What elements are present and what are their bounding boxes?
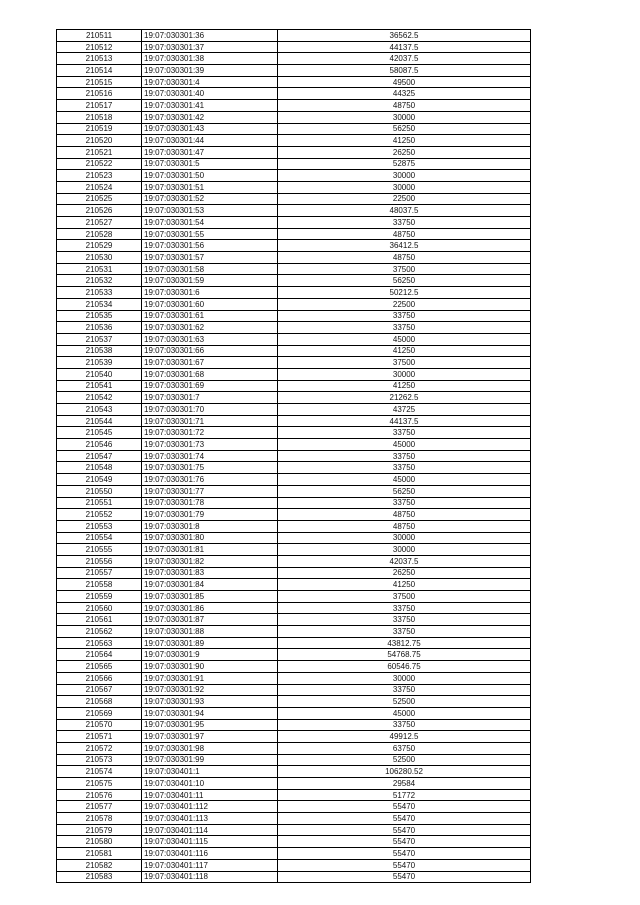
cadastral-number-cell: 19:07:030301:76 <box>142 474 278 486</box>
value-cell: 44137.5 <box>278 41 531 53</box>
row-number-cell: 210551 <box>57 497 142 509</box>
table-row <box>57 859 531 871</box>
table-row <box>57 380 531 392</box>
cadastral-number-cell: 19:07:030401:117 <box>142 859 278 871</box>
value-cell: 33750 <box>278 719 531 731</box>
value-cell: 30000 <box>278 170 531 182</box>
value-cell: 42037.5 <box>278 555 531 567</box>
value-cell: 55470 <box>278 836 531 848</box>
cadastral-number-cell: 19:07:030401:1 <box>142 766 278 778</box>
cadastral-number-cell: 19:07:030301:82 <box>142 555 278 567</box>
table-row <box>57 170 531 182</box>
cadastral-number-cell: 19:07:030301:91 <box>142 672 278 684</box>
table-row <box>57 41 531 53</box>
cadastral-number-cell: 19:07:030401:118 <box>142 871 278 883</box>
cadastral-number-cell: 19:07:030301:58 <box>142 263 278 275</box>
value-cell: 55470 <box>278 813 531 825</box>
value-cell: 33750 <box>278 462 531 474</box>
row-number-cell: 210533 <box>57 287 142 299</box>
cadastral-number-cell: 19:07:030301:50 <box>142 170 278 182</box>
table-row <box>57 146 531 158</box>
row-number-cell: 210538 <box>57 345 142 357</box>
table-row <box>57 123 531 135</box>
cadastral-number-cell: 19:07:030301:55 <box>142 228 278 240</box>
table-row <box>57 661 531 673</box>
table-row <box>57 439 531 451</box>
row-number-cell: 210559 <box>57 591 142 603</box>
cadastral-number-cell: 19:07:030301:75 <box>142 462 278 474</box>
cadastral-number-cell: 19:07:030301:67 <box>142 357 278 369</box>
table-row <box>57 392 531 404</box>
value-cell: 36562.5 <box>278 30 531 42</box>
table-row <box>57 415 531 427</box>
value-cell: 33750 <box>278 427 531 439</box>
row-number-cell: 210557 <box>57 567 142 579</box>
row-number-cell: 210515 <box>57 76 142 88</box>
value-cell: 30000 <box>278 544 531 556</box>
cadastral-number-cell: 19:07:030301:66 <box>142 345 278 357</box>
row-number-cell: 210540 <box>57 368 142 380</box>
cadastral-number-cell: 19:07:030301:81 <box>142 544 278 556</box>
cadastral-number-cell: 19:07:030301:41 <box>142 100 278 112</box>
table-row <box>57 205 531 217</box>
value-cell: 63750 <box>278 742 531 754</box>
table-row <box>57 766 531 778</box>
cadastral-number-cell: 19:07:030301:57 <box>142 252 278 264</box>
row-number-cell: 210544 <box>57 415 142 427</box>
row-number-cell: 210583 <box>57 871 142 883</box>
table-row <box>57 287 531 299</box>
table-row <box>57 474 531 486</box>
cadastral-number-cell: 19:07:030301:43 <box>142 123 278 135</box>
cadastral-number-cell: 19:07:030301:72 <box>142 427 278 439</box>
value-cell: 52500 <box>278 696 531 708</box>
value-cell: 56250 <box>278 123 531 135</box>
row-number-cell: 210576 <box>57 789 142 801</box>
cadastral-number-cell: 19:07:030301:79 <box>142 509 278 521</box>
cadastral-number-cell: 19:07:030301:62 <box>142 322 278 334</box>
cadastral-number-cell: 19:07:030301:54 <box>142 217 278 229</box>
table-row <box>57 684 531 696</box>
table-row <box>57 707 531 719</box>
table-row <box>57 181 531 193</box>
row-number-cell: 210581 <box>57 848 142 860</box>
cadastral-number-cell: 19:07:030401:115 <box>142 836 278 848</box>
value-cell: 48037.5 <box>278 205 531 217</box>
value-cell: 52875 <box>278 158 531 170</box>
table-row <box>57 824 531 836</box>
row-number-cell: 210560 <box>57 602 142 614</box>
cadastral-number-cell: 19:07:030301:9 <box>142 649 278 661</box>
row-number-cell: 210553 <box>57 520 142 532</box>
row-number-cell: 210546 <box>57 439 142 451</box>
row-number-cell: 210563 <box>57 637 142 649</box>
table-row <box>57 240 531 252</box>
table-row <box>57 450 531 462</box>
row-number-cell: 210564 <box>57 649 142 661</box>
row-number-cell: 210542 <box>57 392 142 404</box>
row-number-cell: 210541 <box>57 380 142 392</box>
cadastral-number-cell: 19:07:030301:78 <box>142 497 278 509</box>
value-cell: 55470 <box>278 871 531 883</box>
table-row <box>57 836 531 848</box>
row-number-cell: 210524 <box>57 181 142 193</box>
row-number-cell: 210527 <box>57 217 142 229</box>
table-row <box>57 532 531 544</box>
value-cell: 44137.5 <box>278 415 531 427</box>
row-number-cell: 210531 <box>57 263 142 275</box>
cadastral-number-cell: 19:07:030301:4 <box>142 76 278 88</box>
table-row <box>57 591 531 603</box>
row-number-cell: 210580 <box>57 836 142 848</box>
row-number-cell: 210539 <box>57 357 142 369</box>
table-row <box>57 357 531 369</box>
table-row <box>57 158 531 170</box>
table-row <box>57 30 531 42</box>
value-cell: 33750 <box>278 626 531 638</box>
value-cell: 50212.5 <box>278 287 531 299</box>
value-cell: 37500 <box>278 263 531 275</box>
cadastral-number-cell: 19:07:030301:47 <box>142 146 278 158</box>
value-cell: 43812.75 <box>278 637 531 649</box>
cadastral-number-cell: 19:07:030301:42 <box>142 111 278 123</box>
row-number-cell: 210547 <box>57 450 142 462</box>
row-number-cell: 210562 <box>57 626 142 638</box>
row-number-cell: 210530 <box>57 252 142 264</box>
value-cell: 41250 <box>278 380 531 392</box>
cadastral-number-cell: 19:07:030301:5 <box>142 158 278 170</box>
table-row <box>57 368 531 380</box>
cadastral-number-cell: 19:07:030301:97 <box>142 731 278 743</box>
table-row <box>57 88 531 100</box>
row-number-cell: 210552 <box>57 509 142 521</box>
table-row <box>57 462 531 474</box>
table-row <box>57 520 531 532</box>
value-cell: 33750 <box>278 614 531 626</box>
value-cell: 30000 <box>278 181 531 193</box>
value-cell: 22500 <box>278 298 531 310</box>
row-number-cell: 210514 <box>57 65 142 77</box>
table-row <box>57 275 531 287</box>
cadastral-number-cell: 19:07:030301:52 <box>142 193 278 205</box>
value-cell: 49500 <box>278 76 531 88</box>
cadastral-number-cell: 19:07:030401:112 <box>142 801 278 813</box>
table-row <box>57 754 531 766</box>
value-cell: 33750 <box>278 322 531 334</box>
row-number-cell: 210577 <box>57 801 142 813</box>
value-cell: 37500 <box>278 357 531 369</box>
table-row <box>57 555 531 567</box>
table-row <box>57 497 531 509</box>
table-row <box>57 602 531 614</box>
table-row <box>57 252 531 264</box>
cadastral-number-cell: 19:07:030301:87 <box>142 614 278 626</box>
table-row <box>57 813 531 825</box>
value-cell: 21262.5 <box>278 392 531 404</box>
cadastral-number-cell: 19:07:030301:77 <box>142 485 278 497</box>
cadastral-number-cell: 19:07:030301:60 <box>142 298 278 310</box>
row-number-cell: 210516 <box>57 88 142 100</box>
row-number-cell: 210522 <box>57 158 142 170</box>
cadastral-number-cell: 19:07:030301:80 <box>142 532 278 544</box>
value-cell: 30000 <box>278 111 531 123</box>
table-row <box>57 310 531 322</box>
row-number-cell: 210528 <box>57 228 142 240</box>
cadastral-number-cell: 19:07:030301:6 <box>142 287 278 299</box>
row-number-cell: 210519 <box>57 123 142 135</box>
value-cell: 30000 <box>278 368 531 380</box>
cadastral-number-cell: 19:07:030301:95 <box>142 719 278 731</box>
value-cell: 33750 <box>278 310 531 322</box>
cadastral-number-cell: 19:07:030301:93 <box>142 696 278 708</box>
value-cell: 55470 <box>278 859 531 871</box>
table-row <box>57 298 531 310</box>
row-number-cell: 210529 <box>57 240 142 252</box>
row-number-cell: 210554 <box>57 532 142 544</box>
cadastral-number-cell: 19:07:030401:11 <box>142 789 278 801</box>
value-cell: 60546.75 <box>278 661 531 673</box>
value-cell: 49912.5 <box>278 731 531 743</box>
cadastral-number-cell: 19:07:030301:85 <box>142 591 278 603</box>
row-number-cell: 210532 <box>57 275 142 287</box>
table-row <box>57 65 531 77</box>
value-cell: 56250 <box>278 485 531 497</box>
cadastral-number-cell: 19:07:030301:51 <box>142 181 278 193</box>
table-row <box>57 111 531 123</box>
cadastral-number-cell: 19:07:030401:114 <box>142 824 278 836</box>
table-row <box>57 217 531 229</box>
row-number-cell: 210512 <box>57 41 142 53</box>
value-cell: 48750 <box>278 228 531 240</box>
cadastral-number-cell: 19:07:030301:71 <box>142 415 278 427</box>
cadastral-number-cell: 19:07:030301:44 <box>142 135 278 147</box>
row-number-cell: 210575 <box>57 778 142 790</box>
cadastral-number-cell: 19:07:030301:8 <box>142 520 278 532</box>
table-row <box>57 626 531 638</box>
table-row <box>57 579 531 591</box>
row-number-cell: 210513 <box>57 53 142 65</box>
row-number-cell: 210526 <box>57 205 142 217</box>
table-row <box>57 614 531 626</box>
table-row <box>57 637 531 649</box>
cadastral-number-cell: 19:07:030301:83 <box>142 567 278 579</box>
value-cell: 48750 <box>278 509 531 521</box>
cadastral-number-cell: 19:07:030301:92 <box>142 684 278 696</box>
table-row <box>57 76 531 88</box>
row-number-cell: 210571 <box>57 731 142 743</box>
table-row <box>57 135 531 147</box>
row-number-cell: 210561 <box>57 614 142 626</box>
row-number-cell: 210567 <box>57 684 142 696</box>
table-row <box>57 345 531 357</box>
table-body <box>57 30 531 883</box>
cadastral-number-cell: 19:07:030301:94 <box>142 707 278 719</box>
value-cell: 45000 <box>278 474 531 486</box>
row-number-cell: 210543 <box>57 404 142 416</box>
row-number-cell: 210569 <box>57 707 142 719</box>
table-row <box>57 778 531 790</box>
value-cell: 41250 <box>278 135 531 147</box>
row-number-cell: 210521 <box>57 146 142 158</box>
row-number-cell: 210568 <box>57 696 142 708</box>
value-cell: 26250 <box>278 567 531 579</box>
row-number-cell: 210573 <box>57 754 142 766</box>
table-row <box>57 742 531 754</box>
table-row <box>57 649 531 661</box>
value-cell: 55470 <box>278 848 531 860</box>
table-row <box>57 731 531 743</box>
row-number-cell: 210572 <box>57 742 142 754</box>
value-cell: 48750 <box>278 252 531 264</box>
row-number-cell: 210579 <box>57 824 142 836</box>
table-row <box>57 193 531 205</box>
cadastral-number-cell: 19:07:030301:61 <box>142 310 278 322</box>
cadastral-number-cell: 19:07:030301:84 <box>142 579 278 591</box>
row-number-cell: 210558 <box>57 579 142 591</box>
table-row <box>57 672 531 684</box>
row-number-cell: 210534 <box>57 298 142 310</box>
table-row <box>57 333 531 345</box>
value-cell: 36412.5 <box>278 240 531 252</box>
cadastral-number-cell: 19:07:030301:37 <box>142 41 278 53</box>
cadastral-number-cell: 19:07:030301:59 <box>142 275 278 287</box>
value-cell: 33750 <box>278 217 531 229</box>
value-cell: 106280.52 <box>278 766 531 778</box>
value-cell: 41250 <box>278 579 531 591</box>
cadastral-number-cell: 19:07:030301:63 <box>142 333 278 345</box>
table-row <box>57 485 531 497</box>
cadastral-number-cell: 19:07:030301:88 <box>142 626 278 638</box>
cadastral-number-cell: 19:07:030301:86 <box>142 602 278 614</box>
table-row <box>57 801 531 813</box>
value-cell: 52500 <box>278 754 531 766</box>
row-number-cell: 210520 <box>57 135 142 147</box>
value-cell: 51772 <box>278 789 531 801</box>
row-number-cell: 210537 <box>57 333 142 345</box>
table-row <box>57 53 531 65</box>
cadastral-number-cell: 19:07:030301:74 <box>142 450 278 462</box>
value-cell: 58087.5 <box>278 65 531 77</box>
row-number-cell: 210535 <box>57 310 142 322</box>
table-row <box>57 404 531 416</box>
value-cell: 44325 <box>278 88 531 100</box>
value-cell: 33750 <box>278 450 531 462</box>
row-number-cell: 210517 <box>57 100 142 112</box>
value-cell: 30000 <box>278 532 531 544</box>
row-number-cell: 210523 <box>57 170 142 182</box>
cadastral-number-cell: 19:07:030301:73 <box>142 439 278 451</box>
row-number-cell: 210518 <box>57 111 142 123</box>
row-number-cell: 210549 <box>57 474 142 486</box>
cadastral-number-cell: 19:07:030301:38 <box>142 53 278 65</box>
row-number-cell: 210536 <box>57 322 142 334</box>
cadastral-number-cell: 19:07:030301:70 <box>142 404 278 416</box>
value-cell: 41250 <box>278 345 531 357</box>
value-cell: 43725 <box>278 404 531 416</box>
cadastral-number-cell: 19:07:030401:10 <box>142 778 278 790</box>
table-row <box>57 228 531 240</box>
cadastral-number-cell: 19:07:030301:99 <box>142 754 278 766</box>
cadastral-number-cell: 19:07:030301:36 <box>142 30 278 42</box>
table-row <box>57 322 531 334</box>
value-cell: 45000 <box>278 439 531 451</box>
cadastral-number-cell: 19:07:030301:7 <box>142 392 278 404</box>
row-number-cell: 210565 <box>57 661 142 673</box>
table-row <box>57 427 531 439</box>
row-number-cell: 210511 <box>57 30 142 42</box>
table-row <box>57 567 531 579</box>
row-number-cell: 210566 <box>57 672 142 684</box>
value-cell: 29584 <box>278 778 531 790</box>
row-number-cell: 210550 <box>57 485 142 497</box>
table-row <box>57 544 531 556</box>
value-cell: 56250 <box>278 275 531 287</box>
value-cell: 22500 <box>278 193 531 205</box>
value-cell: 33750 <box>278 497 531 509</box>
value-cell: 48750 <box>278 100 531 112</box>
cadastral-number-cell: 19:07:030301:68 <box>142 368 278 380</box>
row-number-cell: 210556 <box>57 555 142 567</box>
table-row <box>57 509 531 521</box>
cadastral-number-cell: 19:07:030401:116 <box>142 848 278 860</box>
value-cell: 45000 <box>278 333 531 345</box>
value-cell: 42037.5 <box>278 53 531 65</box>
value-cell: 54768.75 <box>278 649 531 661</box>
value-cell: 55470 <box>278 801 531 813</box>
value-cell: 45000 <box>278 707 531 719</box>
value-cell: 37500 <box>278 591 531 603</box>
row-number-cell: 210574 <box>57 766 142 778</box>
cadastral-number-cell: 19:07:030301:56 <box>142 240 278 252</box>
cadastral-number-cell: 19:07:030301:40 <box>142 88 278 100</box>
value-cell: 33750 <box>278 602 531 614</box>
value-cell: 30000 <box>278 672 531 684</box>
data-table <box>56 29 531 883</box>
cadastral-number-cell: 19:07:030301:90 <box>142 661 278 673</box>
cadastral-number-cell: 19:07:030301:89 <box>142 637 278 649</box>
cadastral-number-cell: 19:07:030301:69 <box>142 380 278 392</box>
row-number-cell: 210582 <box>57 859 142 871</box>
value-cell: 55470 <box>278 824 531 836</box>
table-row <box>57 871 531 883</box>
cadastral-number-cell: 19:07:030301:39 <box>142 65 278 77</box>
value-cell: 26250 <box>278 146 531 158</box>
table-row <box>57 263 531 275</box>
table-row <box>57 848 531 860</box>
table-row <box>57 696 531 708</box>
value-cell: 33750 <box>278 684 531 696</box>
row-number-cell: 210578 <box>57 813 142 825</box>
cadastral-number-cell: 19:07:030301:53 <box>142 205 278 217</box>
table-row <box>57 719 531 731</box>
cadastral-number-cell: 19:07:030401:113 <box>142 813 278 825</box>
row-number-cell: 210570 <box>57 719 142 731</box>
row-number-cell: 210548 <box>57 462 142 474</box>
row-number-cell: 210525 <box>57 193 142 205</box>
value-cell: 48750 <box>278 520 531 532</box>
row-number-cell: 210555 <box>57 544 142 556</box>
cadastral-number-cell: 19:07:030301:98 <box>142 742 278 754</box>
table-row <box>57 789 531 801</box>
table-row <box>57 100 531 112</box>
row-number-cell: 210545 <box>57 427 142 439</box>
